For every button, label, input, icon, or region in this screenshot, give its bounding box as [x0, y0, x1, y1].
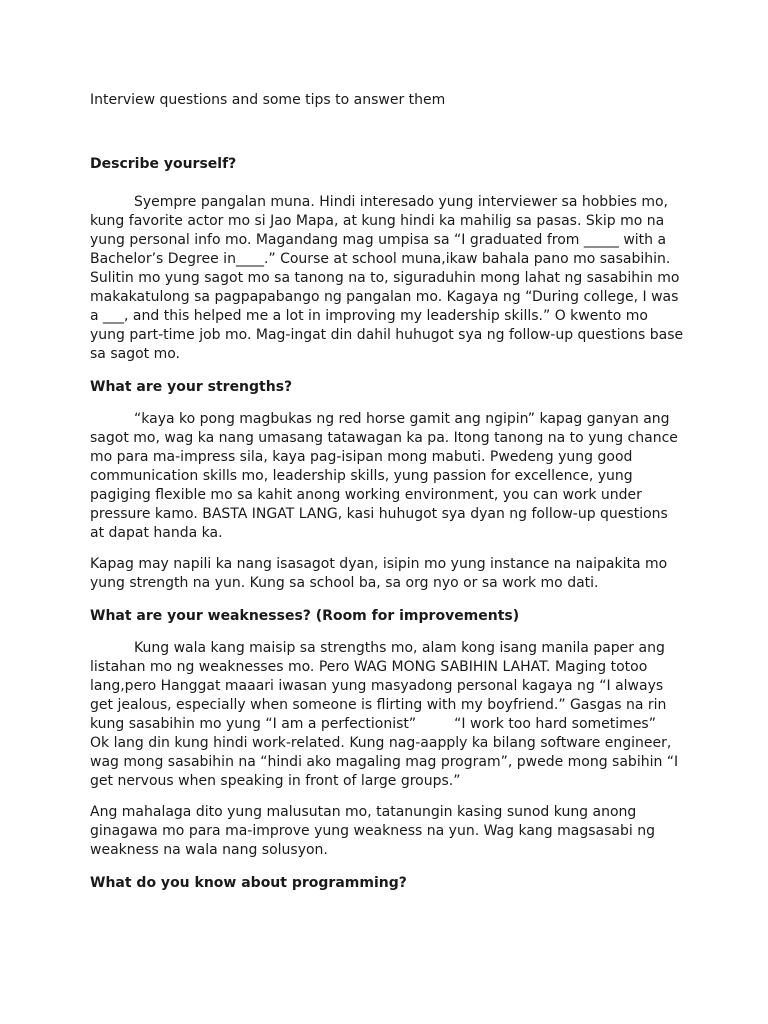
paragraph-line: a ___, and this helped me a lot in improving my leadership skills.” O kwento mo [90, 308, 648, 324]
paragraph-strengths-2 [90, 555, 690, 593]
paragraph-line: makakatulong sa pagpapabango ng pangalan mo. Kagaya ng “During college, I was [90, 289, 679, 305]
paragraph-line: Kung wala kang maisip sa strengths mo, alam kong isang manila paper ang [134, 640, 665, 656]
paragraph-line: at dapat handa ka. [90, 525, 223, 541]
paragraph-line: kung favorite actor mo si Jao Mapa, at kung hindi ka mahilig sa pasas. Skip mo na [90, 213, 665, 229]
paragraph-line: listahan mo ng weaknesses mo. Pero WAG MONG SABIHIN LAHAT. Maging totoo [90, 659, 648, 675]
paragraph-line: ginagawa mo para ma-improve yung weakness na yun. Wag kang magsasabi ng [90, 823, 655, 839]
paragraph-strengths-1 [90, 410, 690, 543]
paragraph-line: “kaya ko pong magbukas ng red horse gamit ang ngipin” kapag ganyan ang [134, 411, 670, 427]
document-body [90, 91, 690, 893]
paragraph-line: pagiging flexible mo sa kahit anong working environment, you can work under [90, 487, 642, 503]
paragraph-line: Ok lang din kung hindi work-related. Kung nag-aapply ka bilang software engineer, [90, 735, 672, 751]
paragraph-line: weakness na wala nang solusyon. [90, 842, 328, 858]
paragraph-line: Syempre pangalan muna. Hindi interesado yung interviewer sa hobbies mo, [134, 194, 668, 210]
paragraph-line: yung strength na yun. Kung sa school ba, sa org nyo or sa work mo dati. [90, 575, 599, 591]
section-heading-strengths: What are your strengths? [90, 379, 293, 395]
paragraph-line: Bachelor’s Degree in____.” Course at school muna,ikaw bahala pano mo sasabihin. [90, 251, 671, 267]
paragraph-describe-yourself [90, 193, 690, 364]
paragraph-line: communication skills mo, leadership skills, yung passion for excellence, yung [90, 468, 633, 484]
paragraph-line: yung personal info mo. Magandang mag umpisa sa “I graduated from _____ with a [90, 232, 667, 248]
paragraph-line: get nervous when speaking in front of large groups.” [90, 773, 461, 789]
paragraph-line: lang,pero Hanggat maaari iwasan yung masyadong personal kagaya ng “I always [90, 678, 664, 694]
paragraph-line: pressure kamo. BASTA INGAT LANG, kasi huhugot sya dyan ng follow-up questions [90, 506, 668, 522]
paragraph-line: kung sasabihin mo yung “I am a perfectionist” “I work too hard sometimes” [90, 716, 656, 732]
paragraph-line: sa sagot mo. [90, 346, 180, 362]
paragraph-line: mo para ma-impress sila, kaya pag-isipan mong mabuti. Pwedeng yung good [90, 449, 633, 465]
paragraph-line: get jealous, especially when someone is flirting with my boyfriend.” Gasgas na rin [90, 697, 667, 713]
document-title: Interview questions and some tips to answer them [90, 92, 446, 108]
section-heading-programming: What do you know about programming? [90, 875, 407, 891]
paragraph-line: Sulitin mo yung sagot mo sa tanong na to, siguraduhin mong lahat ng sasabihin mo [90, 270, 680, 286]
paragraph-line: Kapag may napili ka nang isasagot dyan, isipin mo yung instance na naipakita mo [90, 556, 668, 572]
paragraph-line: Ang mahalaga dito yung malusutan mo, tatanungin kasing sunod kung anong [90, 804, 637, 820]
paragraph-line: yung part-time job mo. Mag-ingat din dahil huhugot sya ng follow-up questions base [90, 327, 684, 343]
section-heading-weaknesses: What are your weaknesses? (Room for improvements) [90, 608, 520, 624]
paragraph-line: sagot mo, wag ka nang umasang tatawagan ka pa. Itong tanong na to yung chance [90, 430, 678, 446]
paragraph-weaknesses-1 [90, 639, 690, 791]
section-heading-describe-yourself: Describe yourself? [90, 156, 237, 172]
paragraph-weaknesses-2 [90, 803, 690, 860]
paragraph-line: wag mong sasabihin na “hindi ako magaling mag program”, pwede mong sabihin “I [90, 754, 679, 770]
